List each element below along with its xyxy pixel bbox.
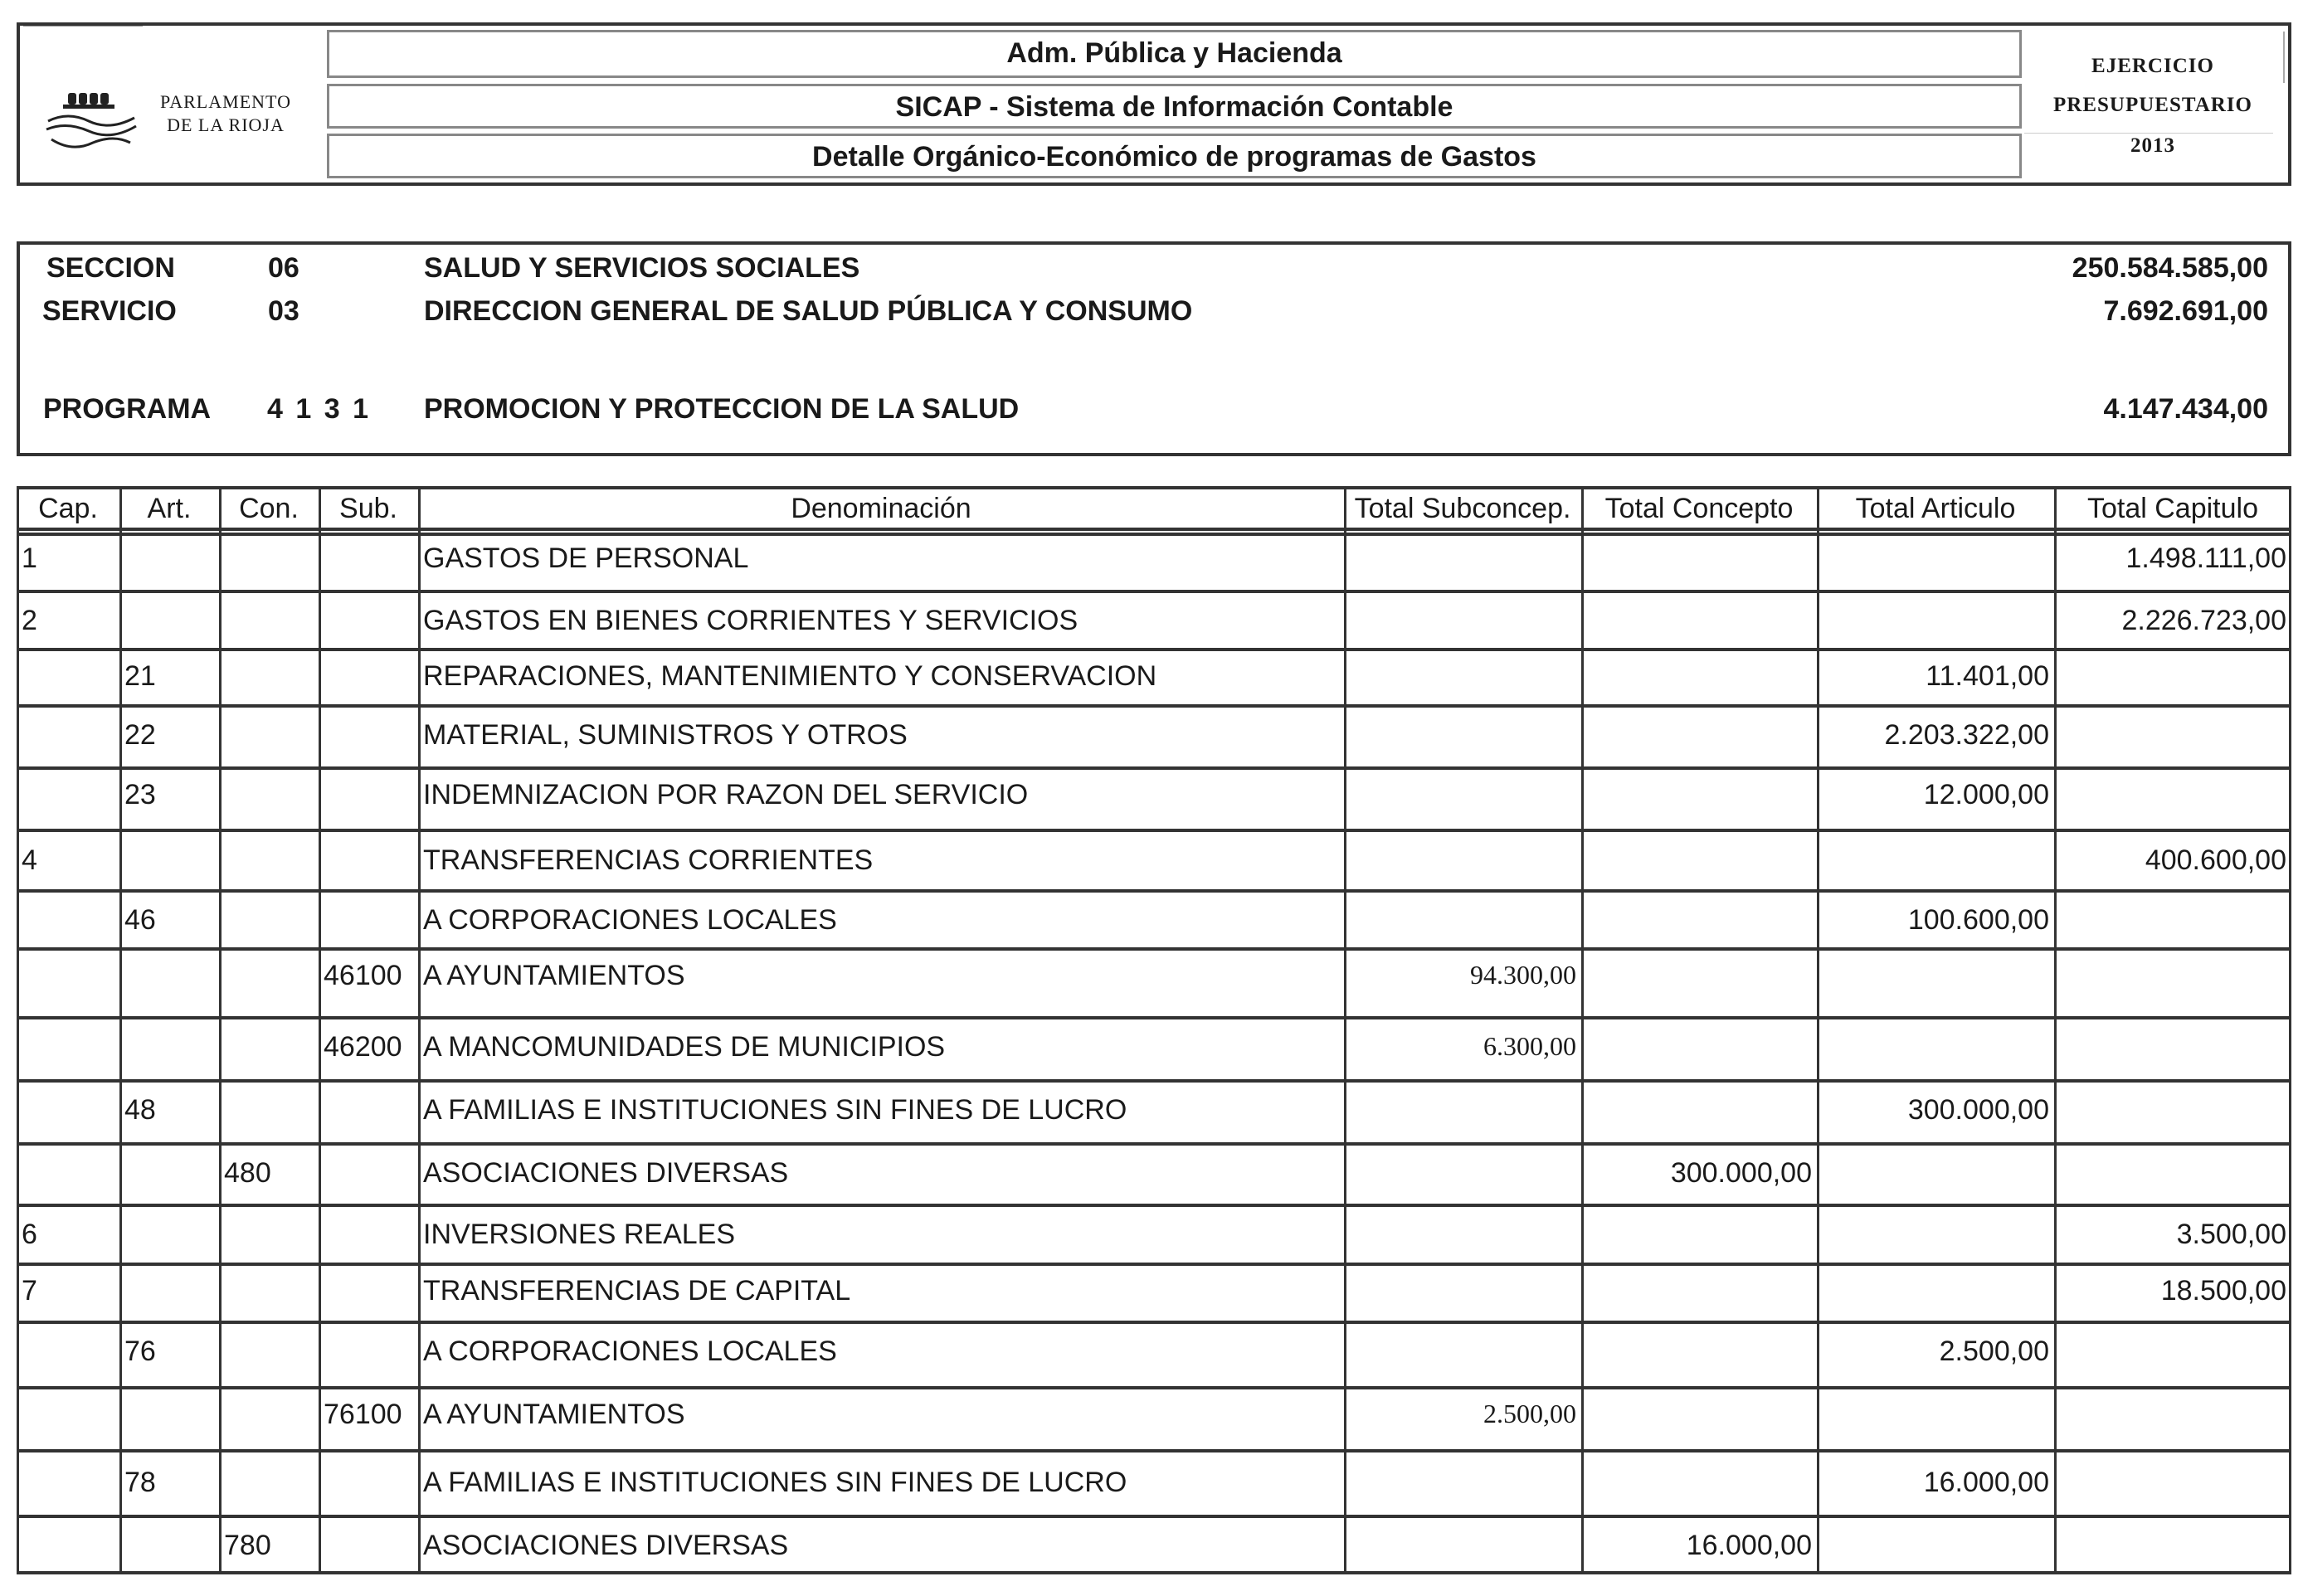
table-row: [17, 768, 2291, 830]
cell-denominacion: REPARACIONES, MANTENIMIENTO Y CONSERVACION: [423, 660, 1157, 692]
table-row: [17, 1018, 2291, 1081]
header-title-1: Adm. Pública y Hacienda: [327, 30, 2022, 78]
row-divider: [17, 829, 2291, 832]
cell-total-concepto: 16.000,00: [1686, 1530, 1812, 1561]
cell-total-capitulo: 3.500,00: [2176, 1219, 2286, 1250]
row-divider: [17, 528, 2291, 531]
header-sub: Sub.: [339, 493, 397, 524]
table-row: [17, 1322, 2291, 1388]
cell-denominacion: MATERIAL, SUMINISTROS Y OTROS: [423, 719, 908, 751]
column-divider: [319, 486, 321, 1573]
column-divider: [2289, 486, 2291, 1573]
cell-cap: 6: [22, 1219, 37, 1250]
logo-line-2: DE LA RIOJA: [167, 114, 285, 135]
cell-denominacion: GASTOS DE PERSONAL: [423, 543, 749, 574]
cell-total-capitulo: 400.600,00: [2145, 844, 2286, 876]
cell-total-subconcepto: 2.500,00: [1483, 1399, 1576, 1428]
column-divider: [17, 486, 19, 1573]
cell-total-subconcepto: 94.300,00: [1470, 960, 1576, 990]
servicio-name: DIRECCION GENERAL DE SALUD PÚBLICA Y CONSUMO: [424, 295, 1193, 327]
row-divider: [17, 1515, 2291, 1518]
table-row: [17, 1081, 2291, 1144]
cell-sub: 76100: [324, 1399, 402, 1430]
seccion-label: SECCION: [46, 252, 175, 284]
cell-total-concepto: 300.000,00: [1670, 1157, 1812, 1189]
ejercicio-label: EJERCICIO: [2091, 55, 2214, 77]
row-divider: [17, 889, 2291, 893]
cell-denominacion: TRANSFERENCIAS CORRIENTES: [423, 844, 874, 876]
cell-art: 76: [124, 1336, 156, 1367]
cell-con: 480: [224, 1157, 271, 1189]
table-row: [17, 830, 2291, 891]
cell-denominacion: INVERSIONES REALES: [423, 1219, 736, 1250]
table-row: [17, 591, 2291, 650]
row-divider: [17, 1571, 2291, 1574]
programa-label: PROGRAMA: [43, 393, 212, 425]
cell-denominacion: GASTOS EN BIENES CORRIENTES Y SERVICIOS: [423, 605, 1078, 636]
row-divider: [17, 1142, 2291, 1146]
seccion-amount: 250.584.585,00: [2072, 252, 2268, 284]
servicio-amount: 7.692.691,00: [2103, 295, 2268, 327]
header-total-subconcepto: Total Subconcep.: [1354, 493, 1571, 524]
header-art: Art.: [147, 493, 192, 524]
header-cap: Cap.: [38, 493, 98, 524]
row-divider: [17, 648, 2291, 651]
cell-art: 22: [124, 719, 156, 751]
column-divider: [418, 486, 421, 1573]
servicio-code: 03: [268, 295, 299, 327]
header-title-3: Detalle Orgánico-Económico de programas de Gastos: [327, 134, 2022, 178]
table-row: [17, 1388, 2291, 1451]
cell-art: 21: [124, 660, 156, 692]
header-total-concepto: Total Concepto: [1604, 493, 1794, 524]
cell-total-articulo: 2.203.322,00: [1884, 719, 2049, 751]
table-row: [17, 1451, 2291, 1516]
row-divider: [17, 1449, 2291, 1452]
header-title-2: SICAP - Sistema de Información Contable: [327, 84, 2022, 129]
seccion-name: SALUD Y SERVICIOS SOCIALES: [424, 252, 860, 284]
cell-art: 78: [124, 1467, 156, 1498]
year-label: 2013: [2130, 134, 2175, 157]
cell-total-subconcepto: 6.300,00: [1483, 1031, 1576, 1061]
row-divider: [17, 590, 2291, 593]
programa-name: PROMOCION Y PROTECCION DE LA SALUD: [424, 393, 1020, 425]
cell-total-articulo: 300.000,00: [1907, 1094, 2049, 1126]
programa-code: 4 1 3 1: [267, 393, 368, 425]
row-divider: [17, 704, 2291, 708]
cell-art: 46: [124, 904, 156, 936]
header-total-articulo: Total Articulo: [1855, 493, 2016, 524]
programa-amount: 4.147.434,00: [2103, 393, 2268, 425]
column-divider: [1344, 486, 1346, 1573]
header-total-capitulo: Total Capitulo: [2086, 493, 2258, 524]
cell-total-articulo: 12.000,00: [1923, 779, 2049, 810]
cell-denominacion: A AYUNTAMIENTOS: [423, 1399, 685, 1430]
table-row: [17, 891, 2291, 949]
cell-total-articulo: 16.000,00: [1923, 1467, 2049, 1498]
cell-art: 23: [124, 779, 156, 810]
row-divider: [17, 1016, 2291, 1019]
cell-denominacion: A FAMILIAS E INSTITUCIONES SIN FINES DE LUCRO: [423, 1094, 1127, 1126]
header-denominacion: Denominación: [791, 493, 971, 524]
row-divider: [17, 1079, 2291, 1083]
table-row: [17, 949, 2291, 1018]
row-divider: [17, 1321, 2291, 1324]
cell-cap: 2: [22, 605, 37, 636]
logo-line-1: PARLAMENTO: [160, 91, 291, 112]
cell-total-articulo: 2.500,00: [1939, 1336, 2049, 1367]
cell-denominacion: TRANSFERENCIAS DE CAPITAL: [423, 1275, 851, 1306]
cell-cap: 1: [22, 543, 37, 574]
row-divider: [17, 1204, 2291, 1207]
row-divider: [17, 1386, 2291, 1389]
column-divider: [119, 486, 122, 1573]
column-divider: [2054, 486, 2057, 1573]
ejercicio-separator: [2024, 133, 2273, 134]
cell-cap: 7: [22, 1275, 37, 1306]
budget-table: [17, 486, 2291, 1573]
cell-total-articulo: 11.401,00: [1926, 660, 2049, 692]
cell-denominacion: ASOCIACIONES DIVERSAS: [423, 1530, 789, 1561]
cell-total-capitulo: 1.498.111,00: [2125, 543, 2286, 574]
cell-denominacion: A AYUNTAMIENTOS: [423, 960, 685, 991]
cell-denominacion: INDEMNIZACION POR RAZON DEL SERVICIO: [423, 779, 1029, 810]
column-divider: [219, 486, 222, 1573]
table-row: [17, 1205, 2291, 1264]
cell-denominacion: A CORPORACIONES LOCALES: [423, 1336, 837, 1367]
cell-sub: 46100: [324, 960, 402, 991]
cell-total-capitulo: 2.226.723,00: [2121, 605, 2286, 636]
row-divider: [17, 486, 2291, 489]
cell-denominacion: A CORPORACIONES LOCALES: [423, 904, 837, 936]
header-con: Con.: [239, 493, 299, 524]
table-row: [17, 529, 2291, 591]
table-row: [17, 706, 2291, 768]
cell-denominacion: ASOCIACIONES DIVERSAS: [423, 1157, 789, 1189]
cell-total-articulo: 100.600,00: [1907, 904, 2049, 936]
servicio-label: SERVICIO: [42, 295, 177, 327]
row-divider: [17, 947, 2291, 951]
row-divider: [17, 533, 2291, 536]
table-row: [17, 650, 2291, 706]
seccion-code: 06: [268, 252, 299, 284]
column-divider: [1817, 486, 1819, 1573]
cell-con: 780: [224, 1530, 271, 1561]
row-divider: [17, 1263, 2291, 1266]
cell-sub: 46200: [324, 1031, 402, 1063]
cell-art: 48: [124, 1094, 156, 1126]
cell-denominacion: A FAMILIAS E INSTITUCIONES SIN FINES DE LUCRO: [423, 1467, 1127, 1498]
header-edge-mark: [2283, 32, 2285, 83]
table-row: [17, 1264, 2291, 1322]
cell-total-capitulo: 18.500,00: [2160, 1275, 2286, 1306]
row-divider: [17, 766, 2291, 770]
cell-cap: 4: [22, 844, 37, 876]
column-divider: [1581, 486, 1584, 1573]
parliament-logo-icon: [43, 88, 143, 154]
presupuestario-label: PRESUPUESTARIO: [2053, 94, 2252, 116]
cell-denominacion: A MANCOMUNIDADES DE MUNICIPIOS: [423, 1031, 946, 1063]
table-row: [17, 1144, 2291, 1205]
table-row: [17, 1516, 2291, 1573]
